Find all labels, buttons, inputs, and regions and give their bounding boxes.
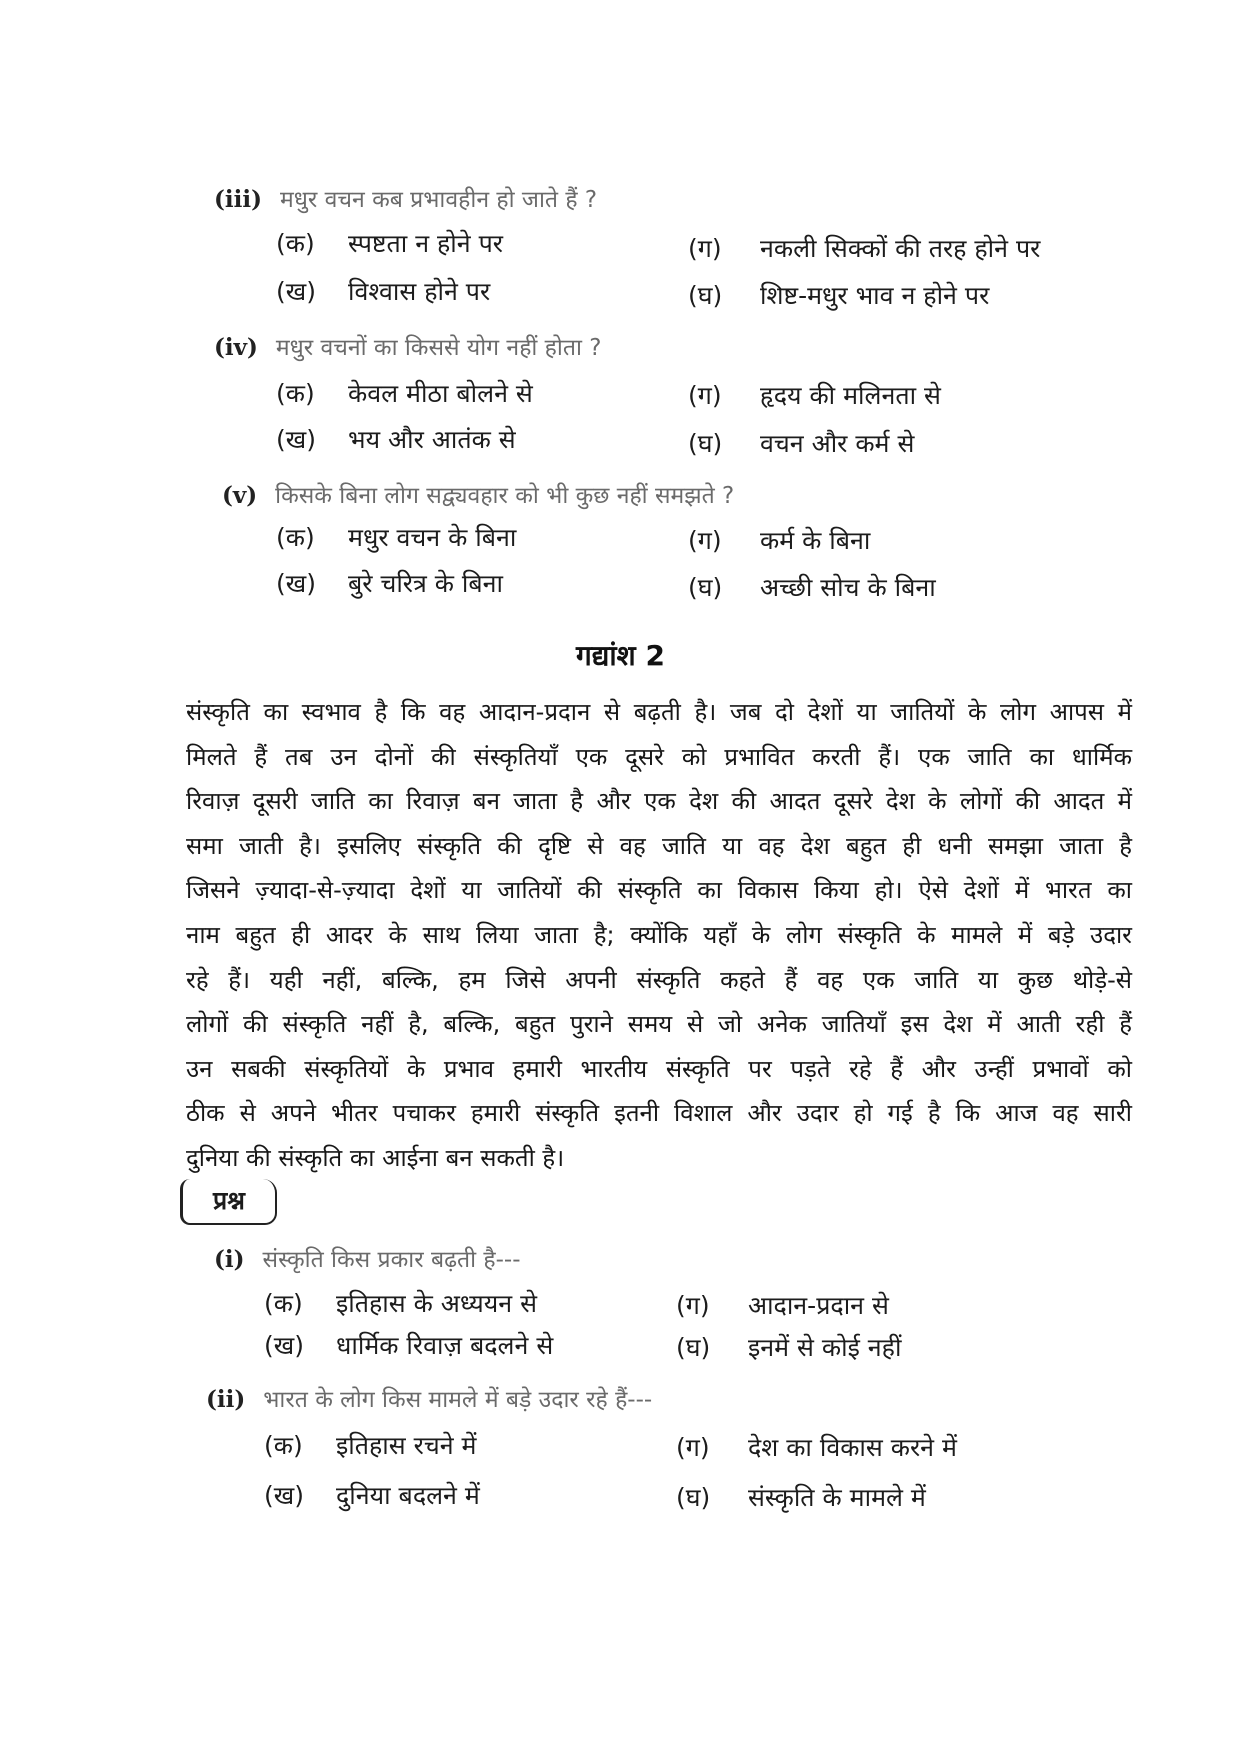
option xyxy=(676,1330,901,1364)
passage-heading: गद्यांश 2 xyxy=(576,639,665,672)
passage-line: लोगों की संस्कृति नहीं है, बल्कि, बहुत पुराने समय से जो अनेक जातियाँ इस देश में आती रही हैं xyxy=(186,1010,1132,1039)
option-label: (ख) xyxy=(264,1331,304,1360)
passage-line: संस्कृति का स्वभाव है कि वह आदान-प्रदान से बढ़ती है। जब दो देशों या जातियों के लोग आपस में xyxy=(186,698,1132,726)
passage-line: समा जाती है। इसलिए संस्कृति की दृष्टि से वह जाति या वह देश बहुत ही धनी समझा जाता है xyxy=(186,831,1132,860)
option xyxy=(276,422,516,456)
option-label: (घ) xyxy=(688,429,723,458)
option-label: (ग) xyxy=(688,234,722,263)
option-label: (ख) xyxy=(264,1481,304,1510)
question-text: भारत के लोग किस मामले में बड़े उदार रहे हैं--- xyxy=(263,1387,653,1413)
option xyxy=(264,1328,553,1362)
option xyxy=(688,378,941,412)
option xyxy=(688,570,936,604)
option-text: नकली सिक्कों की तरह होने पर xyxy=(760,234,1041,263)
option-text: दुनिया बदलने में xyxy=(336,1481,480,1510)
passage-line: मिलते हैं तब उन दोनों की संस्कृतियाँ एक दूसरे को प्रभावित करती हैं। एक जाति का धार्मिक xyxy=(186,742,1132,771)
option-label: (ग) xyxy=(676,1291,710,1320)
option-text: इनमें से कोई नहीं xyxy=(748,1333,902,1362)
option-text: अच्छी सोच के बिना xyxy=(760,573,936,602)
passage-line: रिवाज़ दूसरी जाति का रिवाज़ बन जाता है और एक देश की आदत दूसरे देश के लोगों की आदत में xyxy=(186,787,1132,816)
question xyxy=(206,1382,652,1414)
option xyxy=(688,231,1040,265)
question xyxy=(222,478,734,510)
option-text: स्पष्टता न होने पर xyxy=(348,229,504,258)
option xyxy=(688,278,989,312)
option-label: (क) xyxy=(276,523,315,552)
option-label: (ग) xyxy=(688,526,722,555)
question-number: (i) xyxy=(214,1246,245,1273)
passage-line: जिसने ज़्यादा-से-ज़्यादा देशों या जातियों की संस्कृति का विकास किया हो। ऐसे देशों में भारत का xyxy=(186,876,1132,905)
option-text: धार्मिक रिवाज़ बदलने से xyxy=(336,1331,554,1360)
option xyxy=(688,523,870,557)
option-label: (क) xyxy=(264,1289,303,1318)
option xyxy=(276,274,490,308)
option-text: संस्कृति के मामले में xyxy=(748,1483,926,1512)
option-label: (घ) xyxy=(688,281,723,310)
question-text: मधुर वचनों का किससे योग नहीं होता ? xyxy=(275,335,602,361)
passage-line: दुनिया की संस्कृति का आईना बन सकती है। xyxy=(186,1143,565,1172)
option-text: शिष्ट-मधुर भाव न होने पर xyxy=(760,281,990,310)
question-text: किसके बिना लोग सद्व्यवहार को भी कुछ नहीं समझते ? xyxy=(275,483,735,509)
option xyxy=(676,1430,957,1464)
passage-line: उन सबकी संस्कृतियों के प्रभाव हमारी भारतीय संस्कृति पर पड़ते रहे हैं और उन्हीं प्रभावों को xyxy=(186,1054,1132,1083)
option-label: (ग) xyxy=(676,1433,710,1462)
passage-line: नाम बहुत ही आदर के साथ लिया जाता है; क्योंकि यहाँ के लोग संस्कृति के मामले में बड़े उदार xyxy=(186,920,1132,949)
option-label: (ख) xyxy=(276,277,316,306)
option xyxy=(688,426,914,460)
option xyxy=(276,566,503,600)
option-text: आदान-प्रदान से xyxy=(748,1291,889,1320)
option-label: (क) xyxy=(276,379,315,408)
option-label: (क) xyxy=(276,229,315,258)
option xyxy=(264,1428,476,1462)
question xyxy=(214,1242,521,1274)
question-text: मधुर वचन कब प्रभावहीन हो जाते हैं ? xyxy=(279,187,598,213)
option-label: (ख) xyxy=(276,569,316,598)
option-label: (क) xyxy=(264,1431,303,1460)
question xyxy=(214,330,601,362)
option xyxy=(264,1286,537,1320)
passage-line: रहे हैं। यही नहीं, बल्कि, हम जिसे अपनी संस्कृति कहते हैं वह एक जाति या कुछ थोड़े-से xyxy=(186,965,1132,994)
passage-text xyxy=(186,690,1132,1181)
passage-line: ठीक से अपने भीतर पचाकर हमारी संस्कृति इतनी विशाल और उदार हो गई है कि आज वह सारी xyxy=(186,1099,1132,1128)
option xyxy=(276,376,533,410)
option-text: देश का विकास करने में xyxy=(748,1433,957,1462)
option-label: (ग) xyxy=(688,381,722,410)
option-label: (ख) xyxy=(276,425,316,454)
option-text: हृदय की मलिनता से xyxy=(760,381,941,410)
option-text: बुरे चरित्र के बिना xyxy=(348,569,504,598)
question-number: (v) xyxy=(222,482,258,509)
option-label: (घ) xyxy=(676,1483,711,1512)
option xyxy=(676,1288,889,1322)
question-text: संस्कृति किस प्रकार बढ़ती है--- xyxy=(262,1247,521,1273)
option-text: विश्वास होने पर xyxy=(348,277,491,306)
option-label: (घ) xyxy=(688,573,723,602)
questions-label: प्रश्न xyxy=(180,1179,277,1225)
option-text: मधुर वचन के बिना xyxy=(348,523,517,552)
option-text: भय और आतंक से xyxy=(348,425,516,454)
option xyxy=(264,1478,480,1512)
option xyxy=(276,226,503,260)
option-text: कर्म के बिना xyxy=(760,526,871,555)
option-text: इतिहास रचने में xyxy=(336,1431,477,1460)
option-text: वचन और कर्म से xyxy=(760,429,915,458)
question-number: (iv) xyxy=(214,334,258,361)
question xyxy=(214,182,597,214)
option xyxy=(676,1480,926,1514)
option-text: केवल मीठा बोलने से xyxy=(348,379,533,408)
question-number: (ii) xyxy=(206,1386,246,1413)
option-label: (घ) xyxy=(676,1333,711,1362)
option xyxy=(276,520,516,554)
question-number: (iii) xyxy=(214,186,262,213)
option-text: इतिहास के अध्ययन से xyxy=(336,1289,537,1318)
